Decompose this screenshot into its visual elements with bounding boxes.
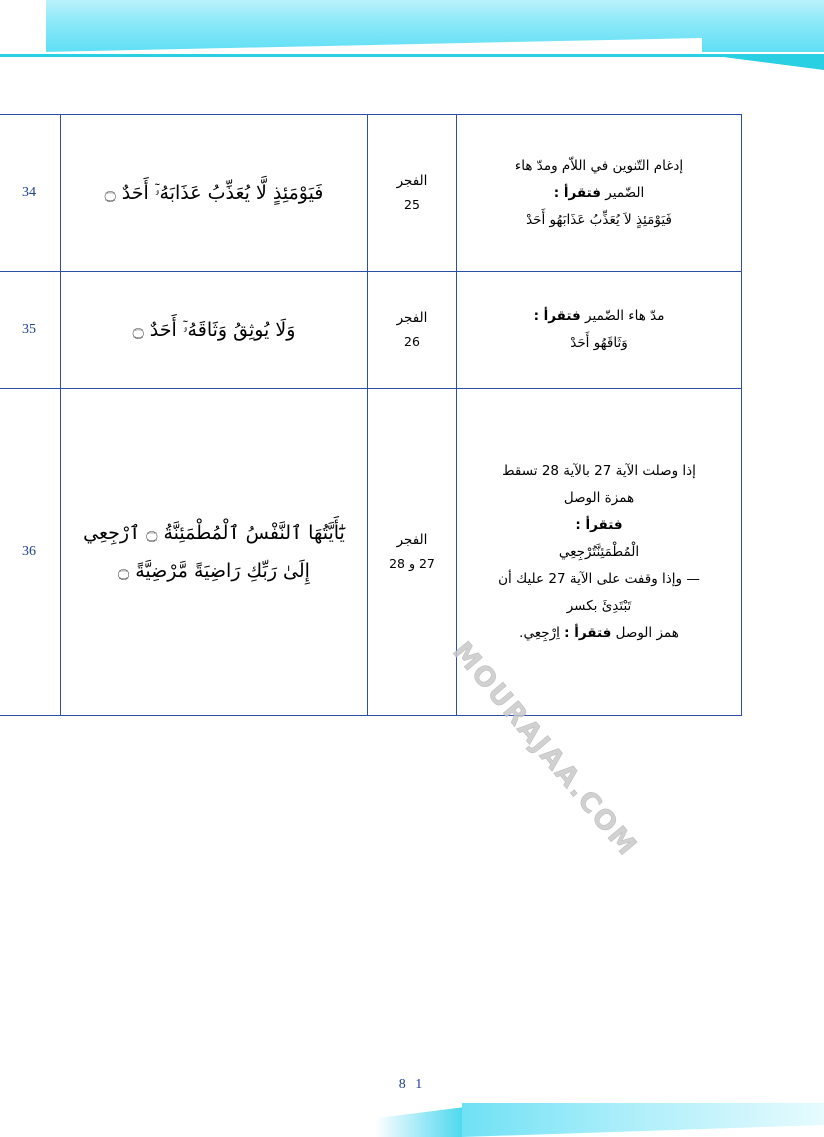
sura-aya-number: 26	[404, 333, 420, 349]
note-line: إدغام التّنوين في اللاّم ومدّ هاء	[514, 157, 684, 174]
aya-cell	[61, 389, 368, 716]
note-line: وَثَاقَهُو أَحَدْ	[570, 335, 628, 351]
aya-line: فَيَوْمَئِذٍ لَّا يُعَذِّبُ عَذَابَهُۥٓ أَحَدٌ ۝	[104, 182, 324, 204]
top-band-rule-taper	[700, 54, 824, 70]
aya-line: يَٰٓأَيَّتُهَا ٱلنَّفْسُ ٱلْمُطْمَئِنَّةُ ۝ ٱرْجِعِي	[83, 522, 345, 544]
note-line: مدّ هاء الضّمير فتقرأ :	[533, 308, 665, 324]
row-number-cell: 36	[0, 389, 61, 716]
note-line: فَيَوْمَئِذٍ لاَ يُعَذِّبُ عَذَابَهُو أَحَدْ	[526, 211, 672, 228]
sura-cell	[368, 389, 457, 716]
table-row	[0, 389, 742, 716]
aya-cell	[61, 115, 368, 272]
watermark-text: MOURAJAA.COM	[446, 636, 644, 863]
sura-cell	[368, 115, 457, 272]
tajweed-table	[0, 114, 742, 716]
note-cell	[457, 272, 742, 389]
row-number-cell: 34	[0, 115, 61, 272]
top-decorative-band	[0, 0, 824, 78]
row-number-cell: 35	[0, 272, 61, 389]
bottom-band-strip-left	[375, 1107, 465, 1137]
aya-line: وَلَا يُوثِقُ وَثَاقَهُۥٓ أَحَدٌ ۝	[132, 319, 296, 341]
sura-aya-number: 25	[404, 196, 420, 212]
note-cell	[457, 115, 742, 272]
aya-cell	[61, 272, 368, 389]
top-band-cyan-block	[42, 0, 824, 52]
note-line: تَبْتَدِئَ بكسر	[566, 597, 632, 614]
sura-name: الفجر	[396, 532, 428, 549]
sura-cell	[368, 272, 457, 389]
sura-name: الفجر	[396, 310, 428, 327]
tajweed-table-wrapper	[22, 114, 742, 716]
page-number: 1 8	[398, 1077, 426, 1092]
note-line: إذا وصلت الآية 27 بالآية 28 تسقط	[502, 462, 696, 479]
table-row	[0, 115, 742, 272]
note-line: همز الوصل فتقرأ : اِرْجِعِي.	[519, 624, 679, 641]
bottom-decorative-band	[0, 1075, 824, 1137]
note-line: الضّمير فتقرأ :	[553, 184, 645, 201]
note-line: فتقرأ :	[575, 516, 623, 533]
aya-line: إِلَىٰ رَبِّكِ رَاضِيَةً مَّرْضِيَّةً ۝	[118, 560, 310, 582]
sura-aya-number: 27 و 28	[389, 555, 435, 571]
note-line: همزة الوصل	[563, 489, 635, 506]
note-line: — وإذا وقفت على الآية 27 عليك أن	[498, 570, 700, 587]
note-line: الْمُطْمَئِنَّتُرْجِعِي	[558, 543, 640, 560]
table-row	[0, 272, 742, 389]
top-band-white-notch	[0, 0, 46, 54]
note-cell	[457, 389, 742, 716]
sura-name: الفجر	[396, 173, 428, 190]
